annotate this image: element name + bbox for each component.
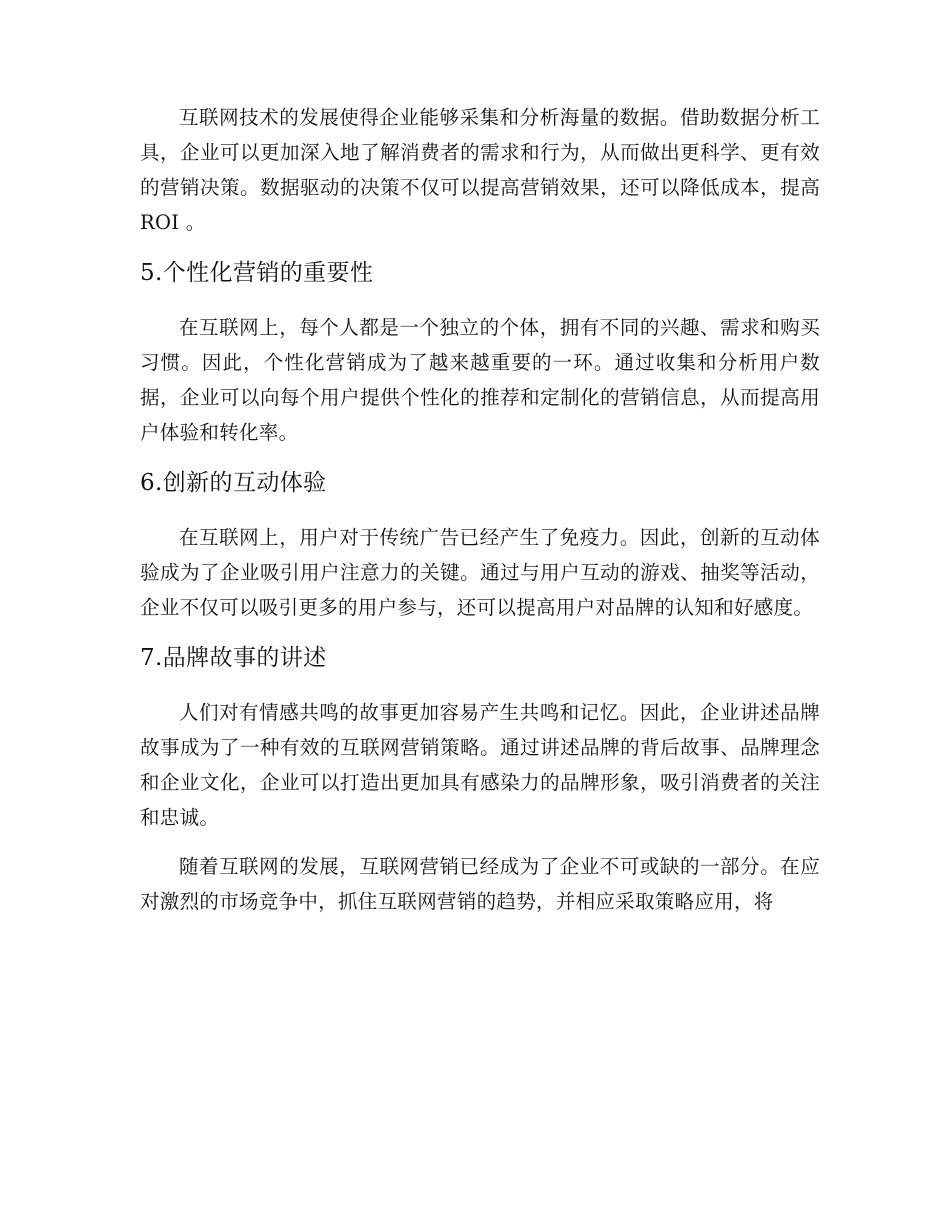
paragraph-data-driven-decisions: 互联网技术的发展使得企业能够采集和分析海量的数据。借助数据分析工具，企业可以更加深入地了解消费者的需求和行为，从而做出更科学、更有效的营销决策。数据驱动的决策不仅可以提高营销效果，还可以降低成本，提高 ROI 。 xyxy=(140,106,820,234)
document-page xyxy=(140,100,820,933)
paragraph-personalized-marketing: 在互联网上，每个人都是一个独立的个体，拥有不同的兴趣、需求和购买习惯。因此，个性化营销成为了越来越重要的一环。通过收集和分析用户数据，企业可以向每个用户提供个性化的推荐和定制化的营销信息，从而提高用户体验和转化率。 xyxy=(140,316,820,444)
heading-brand-storytelling: 7.品牌故事的讲述 xyxy=(140,645,327,671)
paragraph-brand-storytelling: 人们对有情感共鸣的故事更加容易产生共鸣和记忆。因此，企业讲述品牌故事成为了一种有效的互联网营销策略。通过讲述品牌的背后故事、品牌理念和企业文化，企业可以打造出更加具有感染力的品牌形象，吸引消费者的关注和忠诚。 xyxy=(140,701,820,829)
heading-interactive-experience: 6.创新的互动体验 xyxy=(140,470,327,496)
heading-personalized-marketing: 5.个性化营销的重要性 xyxy=(140,260,374,286)
paragraph-conclusion: 随着互联网的发展，互联网营销已经成为了企业不可或缺的一部分。在应对激烈的市场竞争中，抓住互联网营销的趋势，并相应采取策略应用，将 xyxy=(140,855,820,913)
paragraph-interactive-experience: 在互联网上，用户对于传统广告已经产生了免疫力。因此，创新的互动体验成为了企业吸引用户注意力的关键。通过与用户互动的游戏、抽奖等活动，企业不仅可以吸引更多的用户参与，还可以提高用户对品牌的认知和好感度。 xyxy=(140,526,820,619)
